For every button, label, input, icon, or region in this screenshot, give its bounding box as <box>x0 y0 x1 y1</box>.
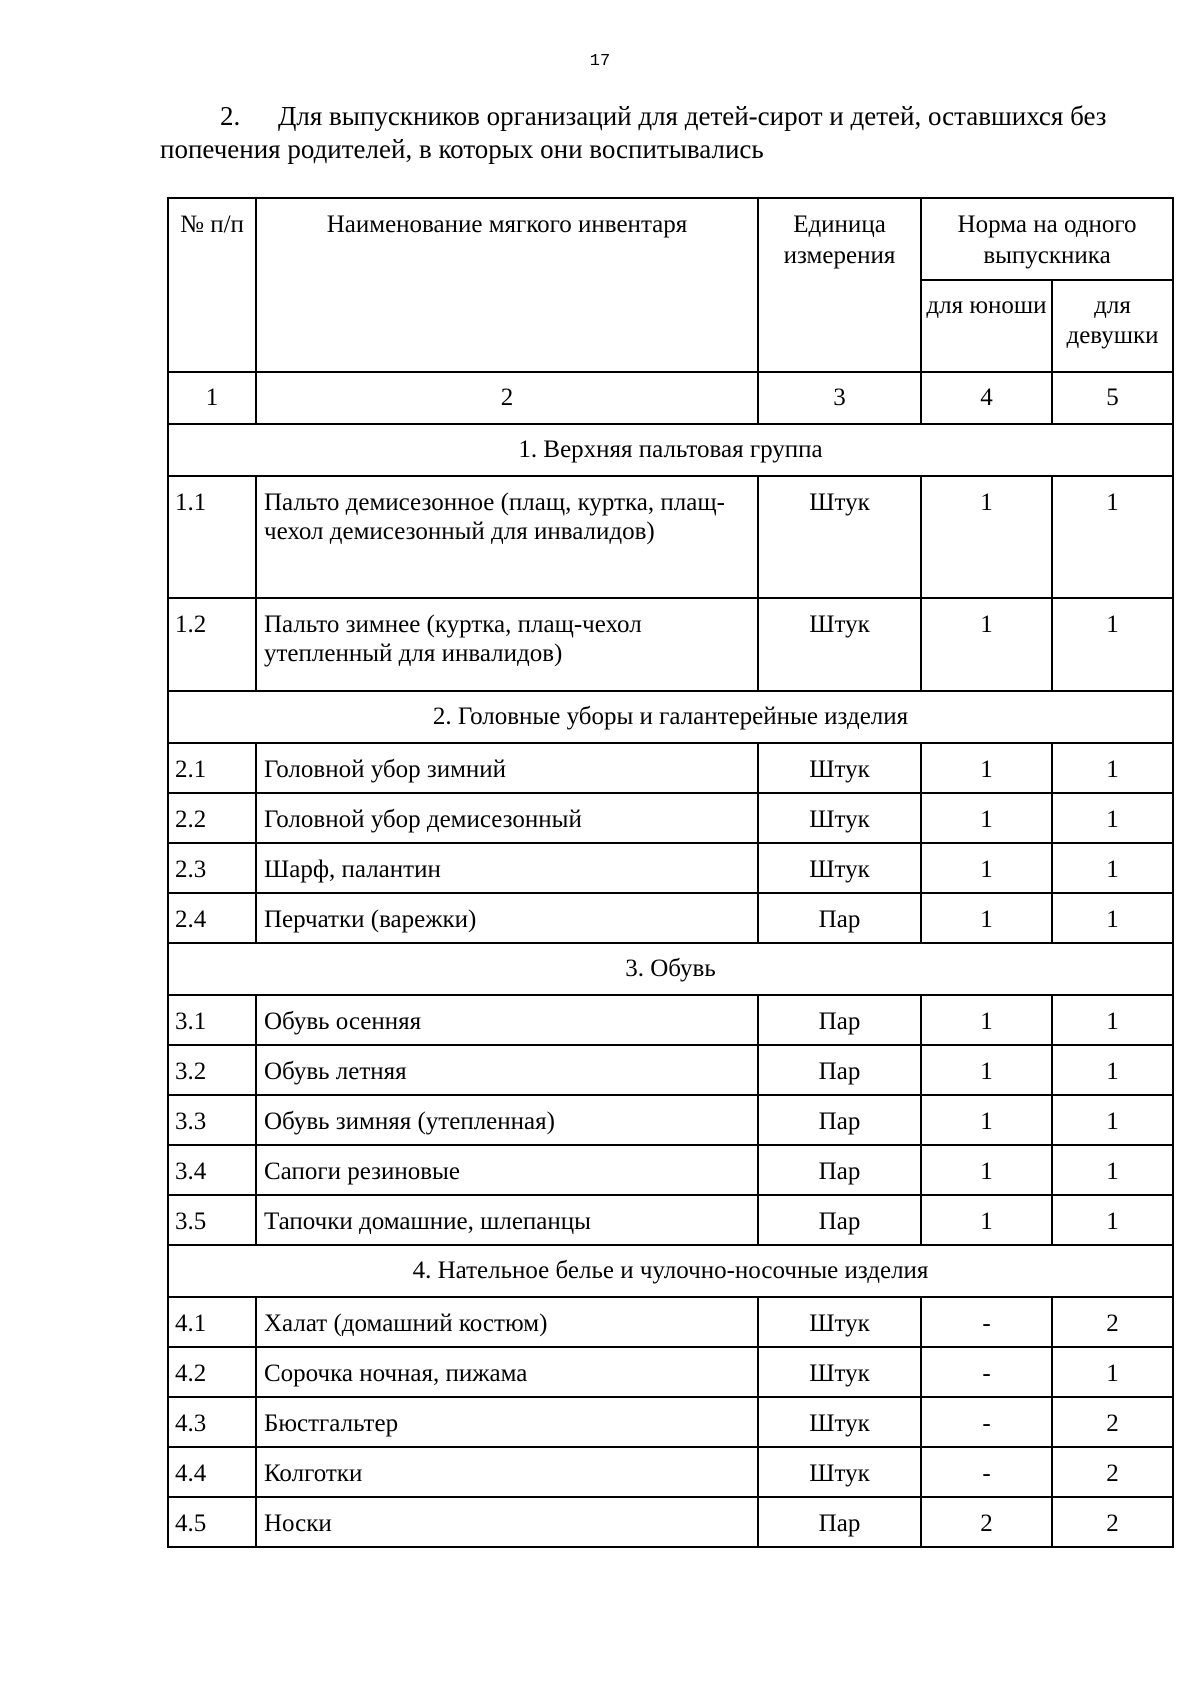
section-heading <box>160 100 1170 166</box>
item-norm-boys: 1 <box>921 1145 1052 1195</box>
table-row <box>168 598 1173 691</box>
item-norm-girls: 1 <box>1052 1045 1173 1095</box>
item-norm-girls: 1 <box>1052 843 1173 893</box>
item-norm-boys: - <box>921 1447 1052 1497</box>
item-number: 2.1 <box>168 743 256 793</box>
table-row <box>168 1297 1173 1347</box>
column-number-3: 3 <box>758 372 921 424</box>
item-number: 3.1 <box>168 995 256 1045</box>
item-norm-boys: 1 <box>921 743 1052 793</box>
item-name: Колготки <box>256 1447 758 1497</box>
table-row <box>168 1447 1173 1497</box>
item-unit: Штук <box>758 598 921 691</box>
section-title: 3. Обувь <box>168 943 1173 995</box>
header-unit: Единица измерения <box>758 198 921 372</box>
section-row <box>168 1245 1173 1297</box>
item-unit: Пар <box>758 893 921 943</box>
item-norm-girls: 2 <box>1052 1497 1173 1547</box>
item-norm-girls: 1 <box>1052 476 1173 598</box>
item-number: 2.3 <box>168 843 256 893</box>
item-norm-boys: 1 <box>921 893 1052 943</box>
heading-number: 2. <box>220 101 241 131</box>
item-name: Тапочки домашние, шлепанцы <box>256 1195 758 1245</box>
item-number: 4.2 <box>168 1347 256 1397</box>
item-unit: Штук <box>758 1397 921 1447</box>
inventory-norms-table <box>167 197 1174 1548</box>
item-norm-boys: - <box>921 1397 1052 1447</box>
item-unit: Пар <box>758 1095 921 1145</box>
table-row <box>168 1195 1173 1245</box>
header-girls: для девушки <box>1052 280 1173 372</box>
section-title: 1. Верхняя пальтовая группа <box>168 424 1173 476</box>
item-norm-girls: 2 <box>1052 1297 1173 1347</box>
item-norm-girls: 1 <box>1052 743 1173 793</box>
item-norm-boys: - <box>921 1297 1052 1347</box>
header-norm: Норма на одного выпускника <box>921 198 1173 280</box>
section-row <box>168 424 1173 476</box>
item-name: Пальто зимнее (куртка, плащ-чехол утепленный для инвалидов) <box>256 598 758 691</box>
table-body <box>168 424 1173 1547</box>
item-number: 3.3 <box>168 1095 256 1145</box>
item-norm-girls: 1 <box>1052 1145 1173 1195</box>
item-number: 4.3 <box>168 1397 256 1447</box>
item-unit: Штук <box>758 1447 921 1497</box>
item-norm-girls: 1 <box>1052 1347 1173 1397</box>
item-norm-girls: 1 <box>1052 1095 1173 1145</box>
item-number: 4.4 <box>168 1447 256 1497</box>
item-norm-boys: 2 <box>921 1497 1052 1547</box>
item-unit: Штук <box>758 793 921 843</box>
item-norm-girls: 1 <box>1052 893 1173 943</box>
section-row <box>168 691 1173 743</box>
item-name: Халат (домашний костюм) <box>256 1297 758 1347</box>
item-norm-boys: 1 <box>921 995 1052 1045</box>
item-norm-girls: 1 <box>1052 598 1173 691</box>
header-num: № п/п <box>168 198 256 372</box>
item-unit: Штук <box>758 743 921 793</box>
table-row <box>168 1095 1173 1145</box>
section-title: 4. Нательное белье и чулочно-носочные изделия <box>168 1245 1173 1297</box>
table-row <box>168 1497 1173 1547</box>
item-number: 3.4 <box>168 1145 256 1195</box>
column-number-5: 5 <box>1052 372 1173 424</box>
table-row <box>168 476 1173 598</box>
item-name: Сорочка ночная, пижама <box>256 1347 758 1397</box>
item-unit: Штук <box>758 476 921 598</box>
section-title: 2. Головные уборы и галантерейные изделия <box>168 691 1173 743</box>
section-row <box>168 943 1173 995</box>
heading-text: Для выпускников организаций для детей-сирот и детей, оставшихся без попечения родителей, в которых они воспитывались <box>160 101 1107 164</box>
item-norm-boys: 1 <box>921 476 1052 598</box>
table-row <box>168 893 1173 943</box>
item-norm-boys: 1 <box>921 843 1052 893</box>
item-name: Пальто демисезонное (плащ, куртка, плащ-чехол демисезонный для инвалидов) <box>256 476 758 598</box>
item-unit: Штук <box>758 843 921 893</box>
column-number-2: 2 <box>256 372 758 424</box>
item-norm-boys: 1 <box>921 1095 1052 1145</box>
table-row <box>168 843 1173 893</box>
item-norm-boys: 1 <box>921 598 1052 691</box>
item-name: Обувь летняя <box>256 1045 758 1095</box>
item-name: Обувь осенняя <box>256 995 758 1045</box>
item-norm-girls: 2 <box>1052 1447 1173 1497</box>
item-unit: Штук <box>758 1297 921 1347</box>
item-name: Носки <box>256 1497 758 1547</box>
table-row <box>168 743 1173 793</box>
item-name: Сапоги резиновые <box>256 1145 758 1195</box>
table-row <box>168 995 1173 1045</box>
item-norm-girls: 1 <box>1052 1195 1173 1245</box>
item-name: Головной убор демисезонный <box>256 793 758 843</box>
table-row <box>168 1397 1173 1447</box>
item-norm-girls: 2 <box>1052 1397 1173 1447</box>
item-name: Шарф, палантин <box>256 843 758 893</box>
item-number: 2.2 <box>168 793 256 843</box>
item-number: 4.5 <box>168 1497 256 1547</box>
item-number: 4.1 <box>168 1297 256 1347</box>
item-norm-boys: 1 <box>921 1195 1052 1245</box>
item-norm-girls: 1 <box>1052 995 1173 1045</box>
item-name: Перчатки (варежки) <box>256 893 758 943</box>
column-number-4: 4 <box>921 372 1052 424</box>
item-unit: Пар <box>758 995 921 1045</box>
column-number-1: 1 <box>168 372 256 424</box>
table-row <box>168 1347 1173 1397</box>
item-number: 2.4 <box>168 893 256 943</box>
item-norm-boys: 1 <box>921 793 1052 843</box>
item-number: 3.5 <box>168 1195 256 1245</box>
table-row <box>168 793 1173 843</box>
item-number: 3.2 <box>168 1045 256 1095</box>
header-name: Наименование мягкого инвентаря <box>256 198 758 372</box>
item-unit: Пар <box>758 1045 921 1095</box>
item-name: Бюстгальтер <box>256 1397 758 1447</box>
item-norm-boys: 1 <box>921 1045 1052 1095</box>
page-number: 17 <box>589 52 611 71</box>
item-norm-girls: 1 <box>1052 793 1173 843</box>
item-number: 1.2 <box>168 598 256 691</box>
item-norm-boys: - <box>921 1347 1052 1397</box>
item-unit: Пар <box>758 1145 921 1195</box>
item-unit: Пар <box>758 1497 921 1547</box>
table-row <box>168 1145 1173 1195</box>
table-row <box>168 1045 1173 1095</box>
header-boys: для юноши <box>921 280 1052 372</box>
item-unit: Пар <box>758 1195 921 1245</box>
item-name: Обувь зимняя (утепленная) <box>256 1095 758 1145</box>
item-unit: Штук <box>758 1347 921 1397</box>
item-name: Головной убор зимний <box>256 743 758 793</box>
item-number: 1.1 <box>168 476 256 598</box>
